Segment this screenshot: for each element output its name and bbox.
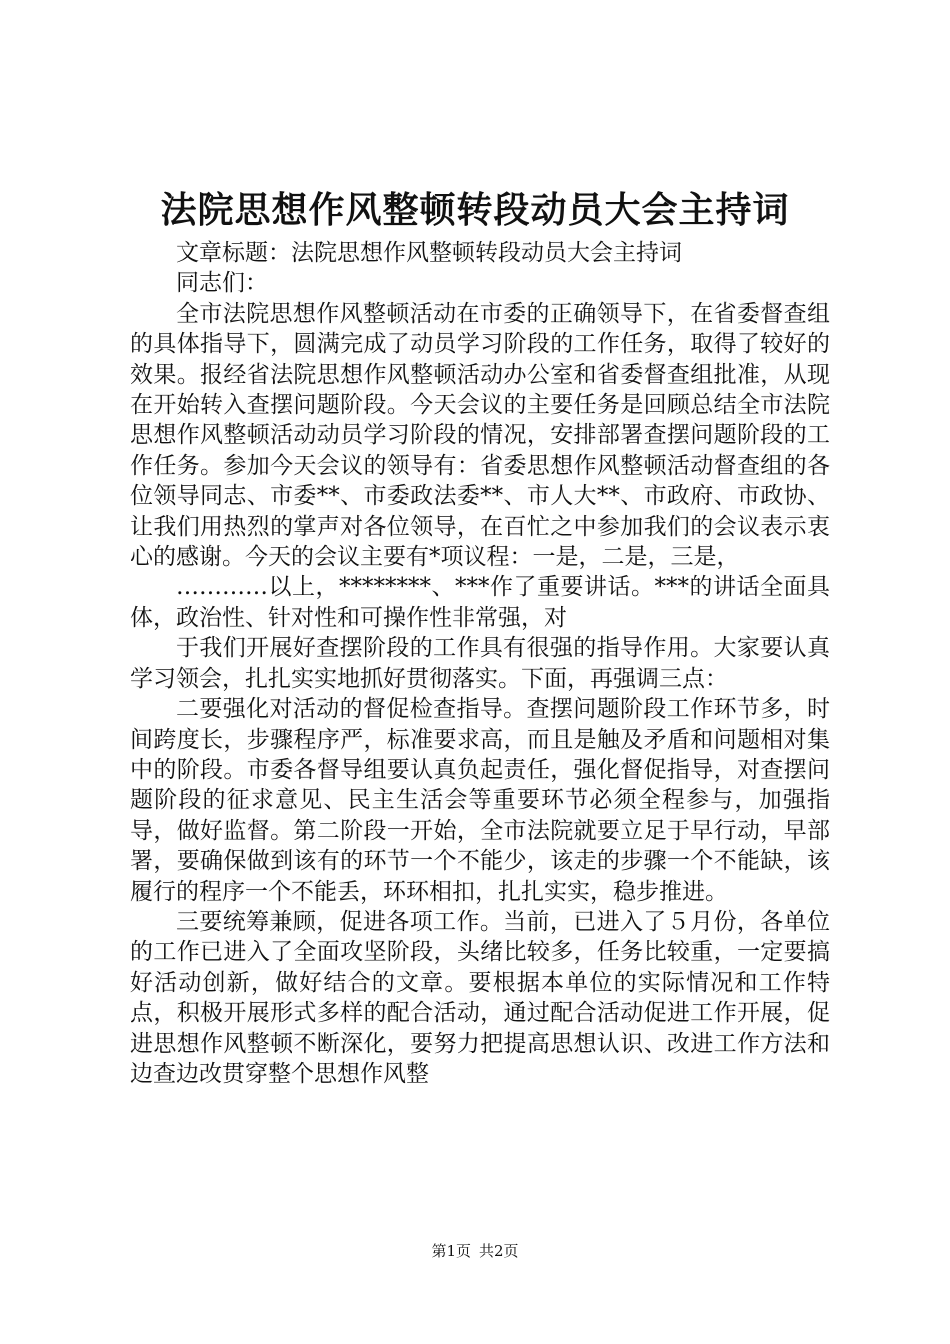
paragraph-opening: 全市法院思想作风整顿活动在市委的正确领导下，在省委督查组的具体指导下，圆满完成了动员学习阶段的工作任务，取得了较好的效果。报经省法院思想作风整顿活动办公室和省委督查组批准，从现在开始转入查摆问题阶段。今天会议的主要任务是回顾总结全市法院思想作风整顿活动动员学习阶段的情况，安排部署查摆问题阶段的工作任务。参加今天会议的领导有：省委思想作风整顿活动督查组的各位领导同志、市委**、市委政法委**、市人大**、市政府、市政协、让我们用热烈的掌声对各位领导，在百忙之中参加我们的会议表示衷心的感谢。今天的会议主要有*项议程：一是，二是，三是， [130,300,830,571]
paragraph-point-three: 三要统筹兼顾，促进各项工作。当前，已进入了５月份，各单位的工作已进入了全面攻坚阶段，头绪比较多，任务比较重，一定要搞好活动创新，做好结合的文章。要根据本单位的实际情况和工作特点，积极开展形式多样的配合活动，通过配合活动促进工作开展，促进思想作风整顿不断深化，要努力把提高思想认识、改进工作方法和边查边改贯穿整个思想作风整 [130,908,830,1087]
paragraph-guidance: 于我们开展好查摆阶段的工作具有很强的指导作用。大家要认真学习领会，扎扎实实地抓好贯彻落实。下面，再强调三点： [130,635,830,692]
article-title-line: 文章标题：法院思想作风整顿转段动员大会主持词 [176,240,682,266]
document-body [130,238,830,1089]
page-number: 第1页 [431,1242,471,1260]
document-title: 法院思想作风整顿转段动员大会主持词 [160,189,790,231]
salutation: 同志们： [176,270,268,297]
page-total: 共2页 [479,1242,519,1260]
paragraph-point-two: 二要强化对活动的督促检查指导。查摆问题阶段工作环节多，时间跨度长，步骤程序严，标准要求高，而且是触及矛盾和问题相对集中的阶段。市委各督导组要认真负起责任，强化督促指导，对查摆问题阶段的征求意见、民主生活会等重要环节必须全程参与，加强指导，做好监督。第二阶段一开始，全市法院就要立足于早行动，早部署，要确保做到该有的环节一个不能少，该走的步骤一个不能缺，该履行的程序一个不能丢，环环相扣，扎扎实实，稳步推进。 [130,696,830,905]
page-footer [0,1241,950,1261]
paragraph-speech-summary: …………以上，********、***作了重要讲话。***的讲话全面具体，政治性、针对性和可操作性非常强，对 [130,574,830,631]
